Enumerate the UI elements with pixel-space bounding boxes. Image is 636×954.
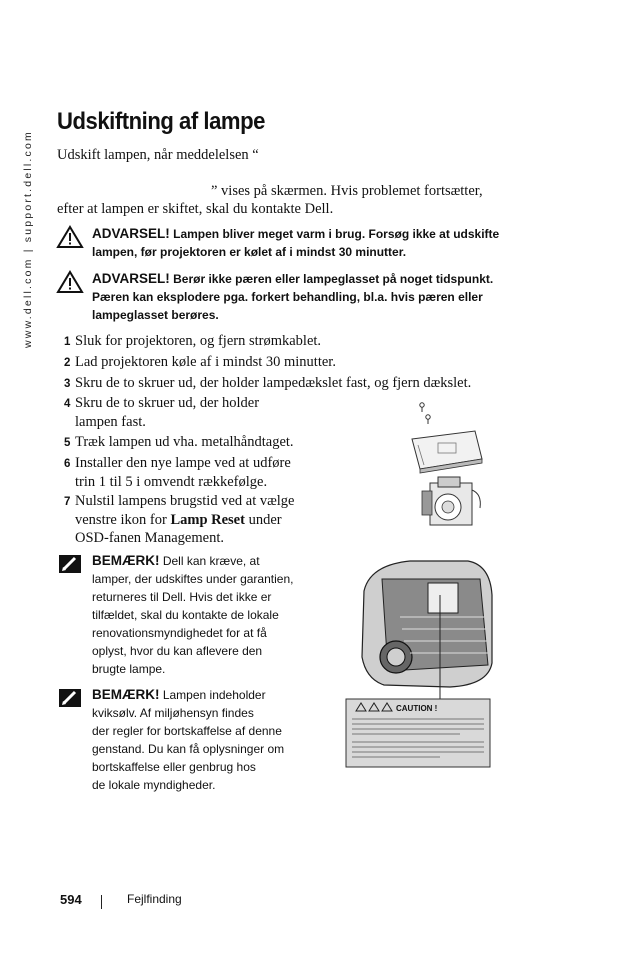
- warning-1: [56, 225, 516, 261]
- note-text-line: bortskaffelse eller genbrug hos: [92, 760, 256, 774]
- step-6: [64, 454, 291, 491]
- note-text-line: genstand. Du kan få oplysninger om: [92, 742, 285, 756]
- step-number: 3: [64, 378, 71, 390]
- note-text-line: Lampen indeholder: [159, 688, 266, 702]
- warning-text-line: Berør ikke pæren eller lampeglasset på noget tidspunkt.: [173, 272, 494, 286]
- intro-line-3: efter at lampen er skiftet, skal du kontakte Dell.: [57, 201, 334, 217]
- note-2: [58, 686, 323, 794]
- side-url: www.dell.com | support.dell.com: [22, 130, 34, 348]
- step-text: Installer den nye lampe ved at udføre: [75, 455, 291, 471]
- lamp-module: [422, 477, 480, 525]
- note-text-line: Dell kan kræve, at: [159, 554, 260, 568]
- warning-triangle-icon: [56, 270, 84, 294]
- note-text-line: tilfældet, skal du kontakte de lokale: [92, 608, 279, 622]
- step-text: Nulstil lampens brugstid ved at vælge: [75, 493, 295, 509]
- step-number: 7: [64, 496, 71, 508]
- warning-text-line: lampeglasset berøres.: [92, 308, 219, 322]
- step-text: Skru de to skruer ud, der holder lampedækslet fast, og fjern dækslet.: [75, 375, 472, 391]
- note-text-line: de lokale myndigheder.: [92, 778, 216, 792]
- note-keyword: BEMÆRK!: [92, 553, 160, 568]
- intro-line-2: ” vises på skærmen. Hvis problemet fortsætter,: [211, 183, 483, 199]
- caution-label: [346, 699, 490, 767]
- step-number: 6: [64, 458, 71, 470]
- pencil-note-icon: [58, 688, 82, 708]
- step-2: [64, 353, 336, 372]
- step-number: 4: [64, 398, 71, 410]
- warning-triangle-icon: [56, 225, 84, 249]
- page-number: 594: [60, 892, 82, 907]
- step-text: under: [244, 512, 282, 528]
- step-text: trin 1 til 5 i omvendt rækkefølge.: [75, 474, 268, 490]
- warning-text-line: Lampen bliver meget varm i brug. Forsøg ikke at udskifte: [173, 227, 500, 241]
- lamp-replacement-illustration: [340, 395, 500, 775]
- step-text: OSD-fanen Management.: [75, 530, 224, 546]
- step-3: [64, 374, 471, 393]
- footer-divider: [101, 895, 102, 909]
- projector-body: [362, 561, 492, 687]
- footer-section: Fejlfinding: [127, 892, 182, 906]
- step-number: 5: [64, 437, 71, 449]
- pencil-note-icon: [58, 554, 82, 574]
- warning-2: [56, 270, 516, 324]
- note-1: [58, 552, 323, 678]
- note-text-line: kviksølv. Af miljøhensyn findes: [92, 706, 254, 720]
- step-text: Skru de to skruer ud, der holder: [75, 395, 260, 411]
- step-number: 1: [64, 336, 71, 348]
- step-1: [64, 332, 321, 351]
- step-7: [64, 492, 295, 547]
- note-text-line: brugte lampe.: [92, 662, 166, 676]
- step-text: Lad projektoren køle af i mindst 30 minutter.: [75, 354, 336, 370]
- step-text: Sluk for projektoren, og fjern strømkablet.: [75, 333, 322, 349]
- note-keyword: BEMÆRK!: [92, 687, 160, 702]
- page-title: Udskiftning af lampe: [57, 108, 265, 135]
- screw-icon: [420, 403, 424, 412]
- warning-keyword: ADVARSEL!: [92, 226, 170, 241]
- step-text: lampen fast.: [75, 414, 146, 430]
- lamp-reset-label: Lamp Reset: [170, 512, 245, 528]
- step-5: [64, 433, 294, 452]
- warning-text-line: Pæren kan eksplodere pga. forkert behandling, bl.a. hvis pæren eller: [92, 290, 483, 304]
- note-text-line: der regler for bortskaffelse af denne: [92, 724, 282, 738]
- note-text-line: renovationsmyndighedet for at få: [92, 626, 267, 640]
- warning-keyword: ADVARSEL!: [92, 271, 170, 286]
- warning-text-line: lampen, før projektoren er kølet af i mindst 30 minutter.: [92, 245, 407, 259]
- step-text: venstre ikon for: [75, 512, 171, 528]
- step-text: Træk lampen ud vha. metalhåndtaget.: [75, 434, 294, 450]
- caution-label-text: CAUTION !: [396, 704, 438, 713]
- note-text-line: oplyst, hvor du kan aflevere den: [92, 644, 263, 658]
- note-text-line: returneres til Dell. Hvis det ikke er: [92, 590, 272, 604]
- intro-line-1: Udskift lampen, når meddelelsen “: [57, 147, 259, 163]
- lamp-cover: [412, 431, 482, 473]
- note-text-line: lamper, der udskiftes under garantien,: [92, 572, 294, 586]
- step-4: [64, 394, 259, 431]
- step-number: 2: [64, 357, 71, 369]
- screw-icon: [426, 415, 430, 424]
